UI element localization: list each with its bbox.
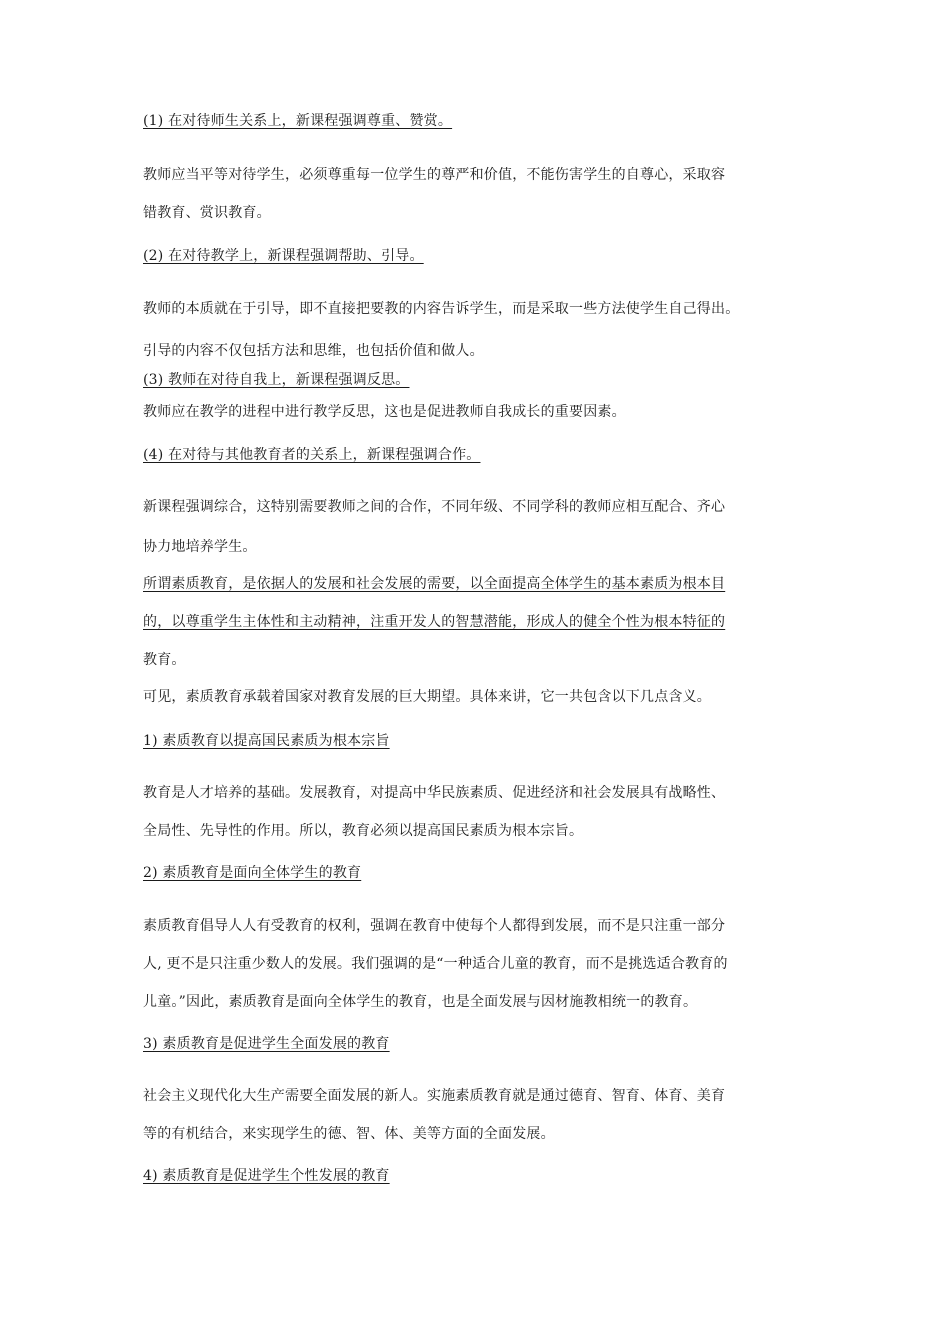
- paragraph-line: 教育是人才培养的基础。发展教育，对提高中华民族素质、促进经济和社会发展具有战略性、: [143, 785, 726, 801]
- paragraph-line: 教师的本质就在于引导，即不直接把要教的内容告诉学生，而是采取一些方法使学生自己得出。: [143, 301, 740, 317]
- paragraph-line: 等的有机结合，来实现学生的德、智、体、美等方面的全面发展。: [143, 1126, 555, 1142]
- paragraph-line: 素质教育倡导人人有受教育的权利，强调在教育中使每个人都得到发展，而不是只注重一部分: [143, 918, 726, 934]
- paragraph-line: 社会主义现代化大生产需要全面发展的新人。实施素质教育就是通过德育、智育、体育、美育: [143, 1088, 726, 1104]
- paragraph-line: 协力地培养学生。: [143, 539, 257, 555]
- heading-1: (1) 在对待师生关系上，新课程强调尊重、赞赏。: [143, 113, 453, 129]
- definition-line: 教育。: [143, 652, 186, 668]
- definition-line: 的，以尊重学生主体性和主动精神，注重开发人的智慧潜能，形成人的健全个性为根本特征的: [143, 614, 726, 630]
- paragraph-line: 新课程强调综合，这特别需要教师之间的合作，不同年级、不同学科的教师应相互配合、齐心: [143, 499, 726, 515]
- paragraph-line: 教师应当平等对待学生，必须尊重每一位学生的尊严和价值，不能伤害学生的自尊心，采取容: [143, 167, 726, 183]
- heading-4: (4) 在对待与其他教育者的关系上，新课程强调合作。: [143, 447, 481, 463]
- definition-line: 所谓素质教育，是依据人的发展和社会发展的需要，以全面提高全体学生的基本素质为根本目: [143, 576, 726, 592]
- paragraph-line: 人, 更不是只注重少数人的发展。我们强调的是“一种适合儿童的教育，而不是挑选适合教育的: [143, 956, 728, 972]
- subheading-1: 1) 素质教育以提高国民素质为根本宗旨: [143, 733, 390, 749]
- paragraph-line: 可见，素质教育承载着国家对教育发展的巨大期望。具体来讲，它一共包含以下几点含义。: [143, 689, 711, 705]
- heading-2: (2) 在对待教学上，新课程强调帮助、引导。: [143, 248, 424, 264]
- subheading-4: 4) 素质教育是促进学生个性发展的教育: [143, 1168, 390, 1184]
- subheading-2: 2) 素质教育是面向全体学生的教育: [143, 865, 362, 881]
- subheading-3: 3) 素质教育是促进学生全面发展的教育: [143, 1036, 390, 1052]
- paragraph-line: 儿童。”因此，素质教育是面向全体学生的教育，也是全面发展与因材施教相统一的教育。: [143, 994, 698, 1010]
- paragraph-line: 引导的内容不仅包括方法和思维，也包括价值和做人。: [143, 343, 484, 359]
- paragraph-line: 教师应在教学的进程中进行教学反思，这也是促进教师自我成长的重要因素。: [143, 404, 626, 420]
- paragraph-line: 错教育、赏识教育。: [143, 205, 271, 221]
- paragraph-line: 全局性、先导性的作用。所以，教育必须以提高国民素质为根本宗旨。: [143, 823, 584, 839]
- heading-3: (3) 教师在对待自我上，新课程强调反思。: [143, 372, 410, 388]
